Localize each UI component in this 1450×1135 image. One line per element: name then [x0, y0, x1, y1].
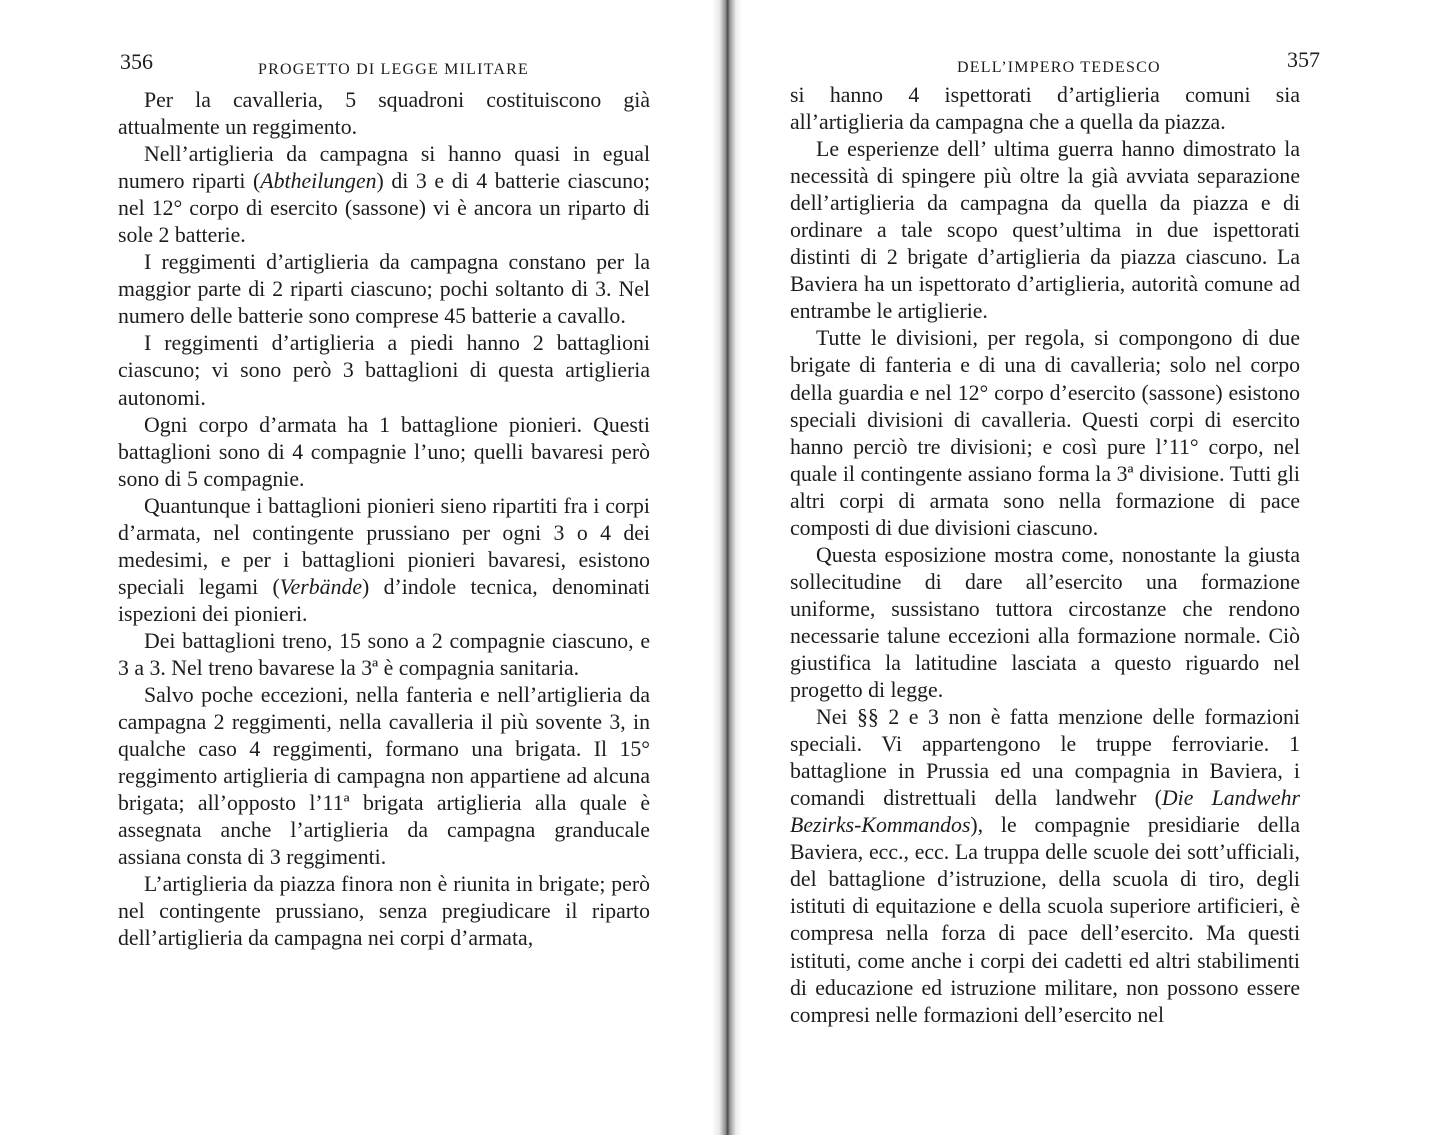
italic-term: Verbände — [279, 574, 363, 599]
paragraph — [790, 325, 1300, 541]
paragraph — [790, 704, 1300, 1029]
paragraph-text: Quantunque i battaglioni pionieri sieno ripartiti fra i corpi d’armata, nel contingente prussiano per ogni 3 o 4 dei medesimi, e per i battaglioni pionieri bavaresi, esistono speciali legami ( — [118, 493, 650, 599]
paragraph — [118, 141, 650, 249]
paragraph-text: Salvo poche eccezioni, nella fanteria e nell’artiglieria da campagna 2 reggimenti, nella cavalleria il più sovente 3, in qualche caso 4 reggimenti, formano una brigata. Il 15° reggimento artiglieria di campagna non appartiene ad alcuna brigata; all’opposto l’11ª brigata artiglieria alla quale è assegnata anche l’artiglieria da campagna granducale assiana consta di 3 reggimenti. — [118, 683, 650, 870]
paragraph — [118, 330, 650, 411]
paragraph-text: ) di 3 e di 4 batterie ciascuno; nel 12° corpo di esercito (sassone) vi è ancora un riparto di sole 2 batterie. — [118, 169, 650, 248]
page-number: 357 — [1287, 47, 1320, 72]
book-gutter — [712, 0, 742, 1135]
right-page — [742, 0, 1450, 1135]
page-number: 356 — [120, 49, 153, 74]
paragraph-text: I reggimenti d’artiglieria a piedi hanno 2 battaglioni ciascuno; vi sono però 3 battaglioni di questa artiglieria autonomi. — [118, 331, 650, 410]
paragraph — [790, 82, 1300, 136]
paragraph-text: Le esperienze dell’ ultima guerra hanno dimostrato la necessità di spingere più oltre la già avviata separazione dell’artiglieria da campagna da quella da piazza e di ordinare a tale scopo quest’ultima in due ispettorati distinti di 2 brigate d’artiglieria da piazza ciascuno. La Baviera ha un ispettorato d’artiglieria, autorità comune ad entrambe le artiglierie. — [790, 137, 1300, 324]
italic-term: Abtheilungen — [260, 169, 377, 194]
paragraph-text: ) d’indole tecnica, denominati ispezioni dei pionieri. — [118, 574, 651, 626]
paragraph — [790, 542, 1300, 704]
body-text — [118, 87, 650, 953]
left-page — [0, 0, 712, 1135]
italic-term: Die Landwehr Bezirks-Kommandos — [790, 786, 1300, 838]
paragraph — [118, 871, 650, 952]
running-head: DELL’IMPERO TEDESCO — [957, 59, 1161, 76]
paragraph-text: L’artiglieria da piazza finora non è riunita in brigate; però nel contingente prussiano, senza pregiudicare il riparto dell’artiglieria da campagna nei corpi d’armata, — [118, 872, 650, 951]
paragraph-text: ), le compagnie presidiarie della Baviera, ecc., ecc. La truppa delle scuole dei sott’ufficiali, del battaglione d’istruzione, della scuola di tiro, degli istituti di equitazione e della scuola superiore artificieri, è compresa nella forza di pace dell’esercito. Ma questi istituti, come anche i corpi dei cadetti ed altri stabilimenti di educazione ed istruzione militare, non possono essere compresi nelle formazioni dell’esercito nel — [790, 813, 1300, 1027]
paragraph-text: Ogni corpo d’armata ha 1 battaglione pionieri. Questi battaglioni sono di 4 compagnie l’uno; quelli bavaresi però sono di 5 compagnie. — [118, 412, 650, 491]
paragraph — [118, 412, 650, 493]
paragraph — [790, 136, 1300, 325]
paragraph-text: Per la cavalleria, 5 squadroni costituiscono già attualmente un reggimento. — [118, 88, 650, 140]
paragraph — [118, 493, 650, 628]
paragraph — [118, 87, 650, 141]
paragraph — [118, 682, 650, 871]
running-head: PROGETTO DI LEGGE MILITARE — [258, 61, 529, 78]
paragraph-text: Tutte le divisioni, per regola, si compongono di due brigate di fanteria e di una di cavalleria; solo nel corpo della guardia e nel 12° corpo d’esercito (sassone) esistono speciali divisioni di cavalleria. Questi corpi di esercito hanno perciò tre divisioni; e così pure l’11° corpo, nel quale il contingente assiano forma la 3ª divisione. Tutti gli altri corpi di armata sono nella formazione di pace composti di due divisioni ciascuno. — [790, 326, 1300, 540]
paragraph-text: I reggimenti d’artiglieria da campagna constano per la maggior parte di 2 riparti ciascuno; pochi soltanto di 3. Nel numero delle batterie sono comprese 45 batterie a cavallo. — [118, 250, 650, 329]
paragraph-text: si hanno 4 ispettorati d’artiglieria comuni sia all’artiglieria da campagna che a quella da piazza. — [790, 83, 1300, 135]
paragraph-text: Nei §§ 2 e 3 non è fatta menzione delle formazioni speciali. Vi appartengono le truppe ferroviarie. 1 battaglione in Prussia ed una compagnia in Baviera, i comandi distrettuali della landwehr ( — [790, 705, 1300, 811]
paragraph-text: Dei battaglioni treno, 15 sono a 2 compagnie ciascuno, e 3 a 3. Nel treno bavarese la 3ª è compagnia sanitaria. — [118, 628, 650, 680]
paragraph — [118, 628, 650, 682]
paragraph — [118, 249, 650, 330]
body-text — [790, 82, 1300, 1029]
paragraph-text: Nell’artiglieria da campagna si hanno quasi in egual numero riparti ( — [118, 142, 650, 194]
paragraph-text: Questa esposizione mostra come, nonostante la giusta sollecitudine di dare all’esercito una formazione uniforme, sussistano tuttora circostanze che rendono necessarie talune eccezioni alla formazione normale. Ciò giustifica la latitudine lasciata a questo riguardo nel progetto di legge. — [790, 542, 1300, 703]
